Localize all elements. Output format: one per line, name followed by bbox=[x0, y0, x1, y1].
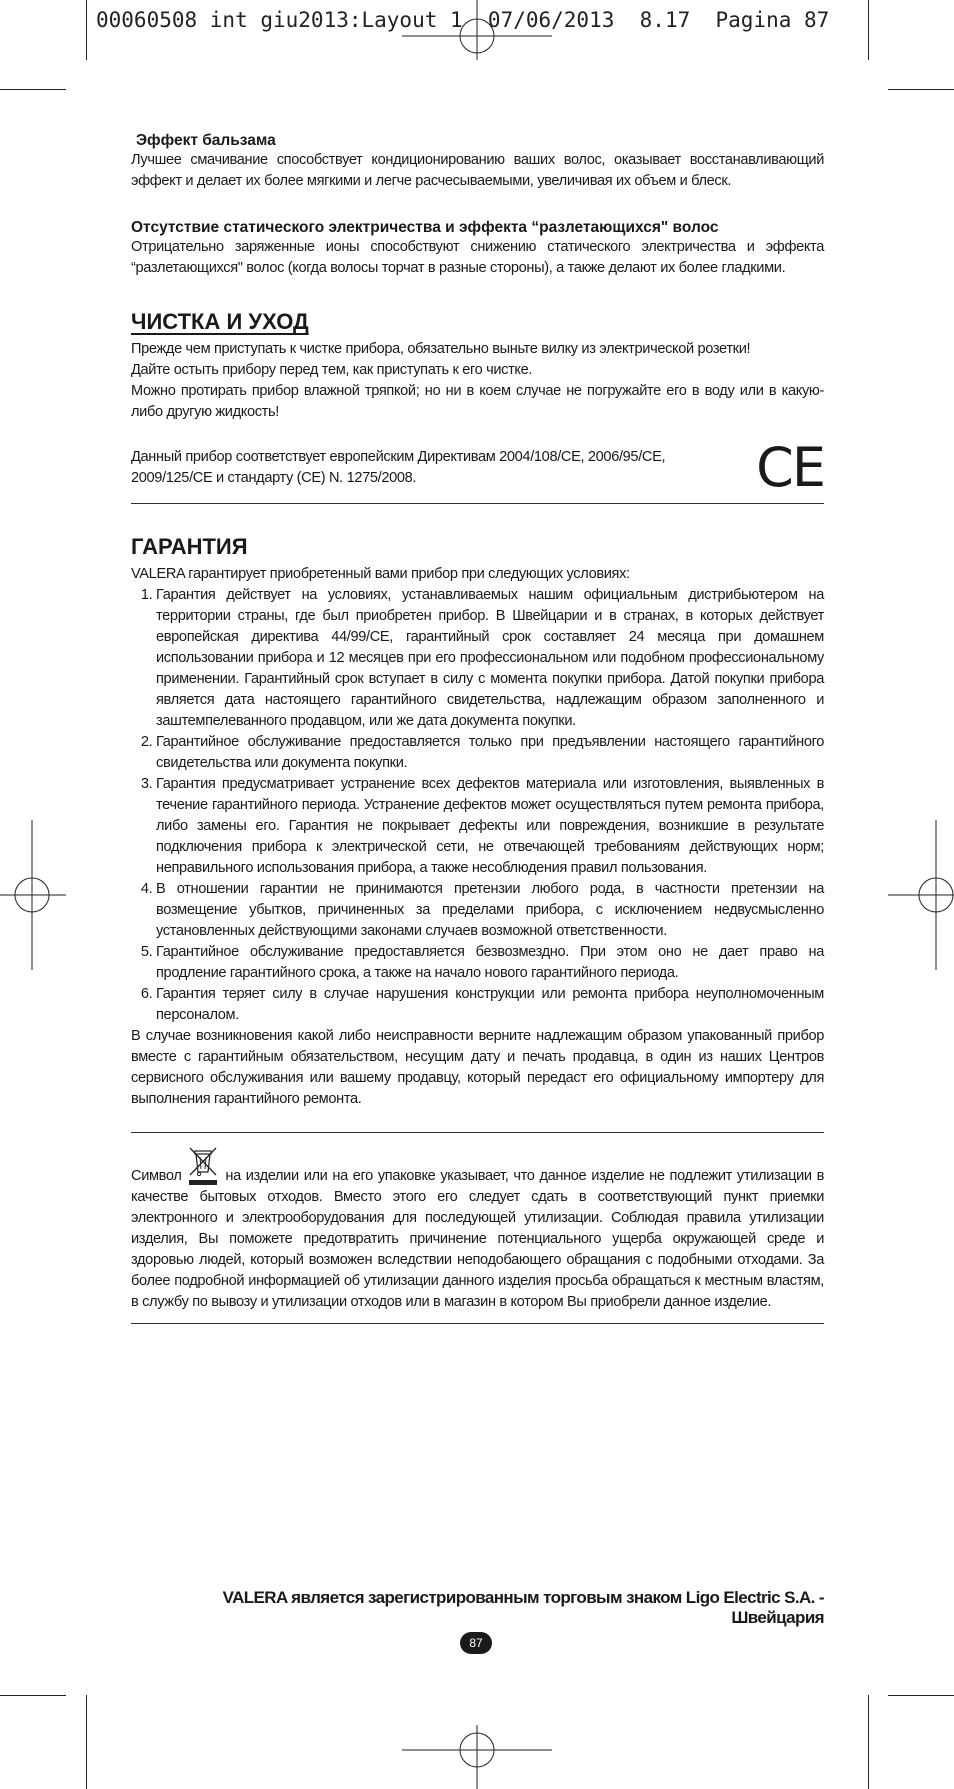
print-slug-line: 00060508 int giu2013:Layout 1 07/06/2013 8.17 Pagina 87 bbox=[96, 8, 830, 32]
crop-mark-top-left-vertical bbox=[86, 0, 87, 60]
cleaning-title: ЧИСТКА И УХОД bbox=[131, 309, 309, 334]
disposal-section bbox=[131, 1145, 824, 1324]
registration-mark-left bbox=[0, 820, 66, 970]
crop-mark-bottom-left-horizontal bbox=[0, 1695, 66, 1696]
anti-static-text: Отрицательно заряженные ионы способствуют снижению статического электричества и эффекта “разлетающихся" волос (когда волосы торчат в разные стороны), а также делают их более гладкими. bbox=[131, 239, 824, 276]
registration-mark-right bbox=[888, 820, 954, 970]
divider-disposal bbox=[131, 1323, 824, 1324]
disposal-body: на изделии или на его упаковке указывает, что данное изделие не подлежит утилизации в качестве бытовых отходов. Вместо этого его следует сдать в соответствующий пункт приемки электронного и электрооборудования для последующей утилизации. Соблюдая правила утилизации изделия, Вы поможете предотвратить причинение потенциального ущерба окружающей среде и здоровью людей, который возможен вследствии неподобающего обращания с подобными отходами. За более подробной информацией об утилизации данного изделия просьба обращаться к местным властям, в службу по вывозу и утилизации отходов или в магазин в котором Вы приобрели данное изделие. bbox=[131, 1168, 824, 1310]
registration-mark-bottom bbox=[402, 1725, 552, 1789]
crop-mark-top-left-horizontal bbox=[0, 89, 66, 90]
warranty-condition-1: 1. Гарантия действует на условиях, устанавливаемых нашим официальным дистрибьютером на территории страны, где был приобретен прибор. В Швейцарии и в странах, в которых действует европейская директива 44/99/CE, гарантийный срок составляет 24 месяца при домашнем использовании прибора и 12 месяцев при его профессиональном или подобном профессиональному применении. Гарантийный срок вступает в силу с момента покупки прибора. Датой покупки прибора является дата настоящего гарантийного свидетельства, надлежащим образом заполненного и заштемпелеванного продавцом, или же дата документа покупки. bbox=[156, 585, 824, 732]
anti-static-section bbox=[131, 219, 824, 279]
cleaning-section bbox=[131, 309, 824, 504]
disposal-text bbox=[131, 1145, 824, 1313]
divider-warranty bbox=[131, 1132, 824, 1133]
cleaning-instruction-3: Можно протирать прибор влажной тряпкой; но ни в коем случае не погружайте его в воду или в какую-либо другую жидкость! bbox=[131, 383, 824, 420]
ce-mark-logo: CE bbox=[756, 436, 824, 499]
crop-mark-bottom-right-vertical bbox=[868, 1695, 869, 1789]
cleaning-instruction-2: Дайте остыть прибору перед тем, как приступать к его чистке. bbox=[131, 362, 533, 378]
page-number-badge: 87 bbox=[460, 1632, 492, 1654]
anti-static-heading: Отсутствие статического электричества и эффекта “разлетающихся" волос bbox=[131, 219, 719, 236]
warranty-condition-6: 6. Гарантия теряет силу в случае нарушения конструкции или ремонта прибора неуполномоченным персоналом. bbox=[156, 984, 824, 1026]
crop-mark-top-right-vertical bbox=[868, 0, 869, 60]
warranty-condition-2: 2. Гарантийное обслуживание предоставляется только при предъявлении настоящего гарантийного свидетельства или документа покупки. bbox=[156, 732, 824, 774]
warranty-conditions-list bbox=[131, 585, 824, 1026]
warranty-section bbox=[131, 534, 824, 1133]
balm-effect-text: Лучшее смачивание способствует кондиционированию ваших волос, оказывает восстанавливающий эффект и делает их более мягкими и легче расчесываемыми, увеличивая их объем и блеск. bbox=[131, 152, 824, 189]
crop-mark-bottom-right-horizontal bbox=[888, 1695, 954, 1696]
registration-mark-top bbox=[402, 0, 552, 60]
trademark-footer: VALERA является зарегистрированным торговым знаком Ligo Electric S.A. - Швейцария bbox=[222, 1588, 824, 1627]
warranty-intro: VALERA гарантирует приобретенный вами прибор при следующих условиях: bbox=[131, 566, 630, 582]
page-content bbox=[131, 132, 824, 1324]
compliance-text: Данный прибор соответствует европейским Директивам 2004/108/CE, 2006/95/CE, 2009/125/CE и стандарту (CE) N. 1275/2008. bbox=[131, 449, 666, 486]
disposal-prefix: Символ bbox=[131, 1168, 182, 1184]
warranty-condition-4: 4. В отношении гарантии не принимаются претензии любого рода, в частности претензии на возмещение убытков, причиненных за пределами прибора, с исключением недвусмысленно установленных действующими законами случаев возможной ответственности. bbox=[156, 879, 824, 942]
balm-effect-section bbox=[131, 132, 824, 192]
crop-mark-top-right-horizontal bbox=[888, 89, 954, 90]
warranty-closing: В случае возникновения какой либо неисправности верните надлежащим образом упакованный прибор вместе с гарантийным обязательством, несущим дату и печать продавца, в один из наших Центров сервисного обслуживания или вашему продавцу, который передаст его официальному импортеру для выполнения гарантийного ремонта. bbox=[131, 1028, 824, 1107]
warranty-condition-3: 3. Гарантия предусматривает устранение всех дефектов материала или изготовления, выявленных в течение гарантийного периода. Устранение дефектов может осуществляться путем ремонта прибора, либо замены его. Гарантия не покрывает дефекты или повреждения, возникшие в результате подключения прибора к электрической сети, не отвечающей требованиям действующих норм; неправильного использования прибора, а также несоблюдения правил пользования. bbox=[156, 774, 824, 879]
cleaning-instruction-1: Прежде чем приступать к чистке прибора, обязательно выньте вилку из электрической розетки! bbox=[131, 341, 751, 357]
compliance-row bbox=[131, 436, 824, 499]
warranty-condition-5: 5. Гарантийное обслуживание предоставляется безвозмездно. При этом оно не дает право на продление гарантийного срока, а также на начало нового гарантийного периода. bbox=[156, 942, 824, 984]
warranty-title: ГАРАНТИЯ bbox=[131, 534, 248, 559]
crop-mark-bottom-left-vertical bbox=[86, 1695, 87, 1789]
crossed-out-wheelie-bin-icon bbox=[186, 1145, 220, 1187]
divider-cleaning bbox=[131, 503, 824, 504]
balm-effect-heading: Эффект бальзама bbox=[136, 132, 276, 149]
